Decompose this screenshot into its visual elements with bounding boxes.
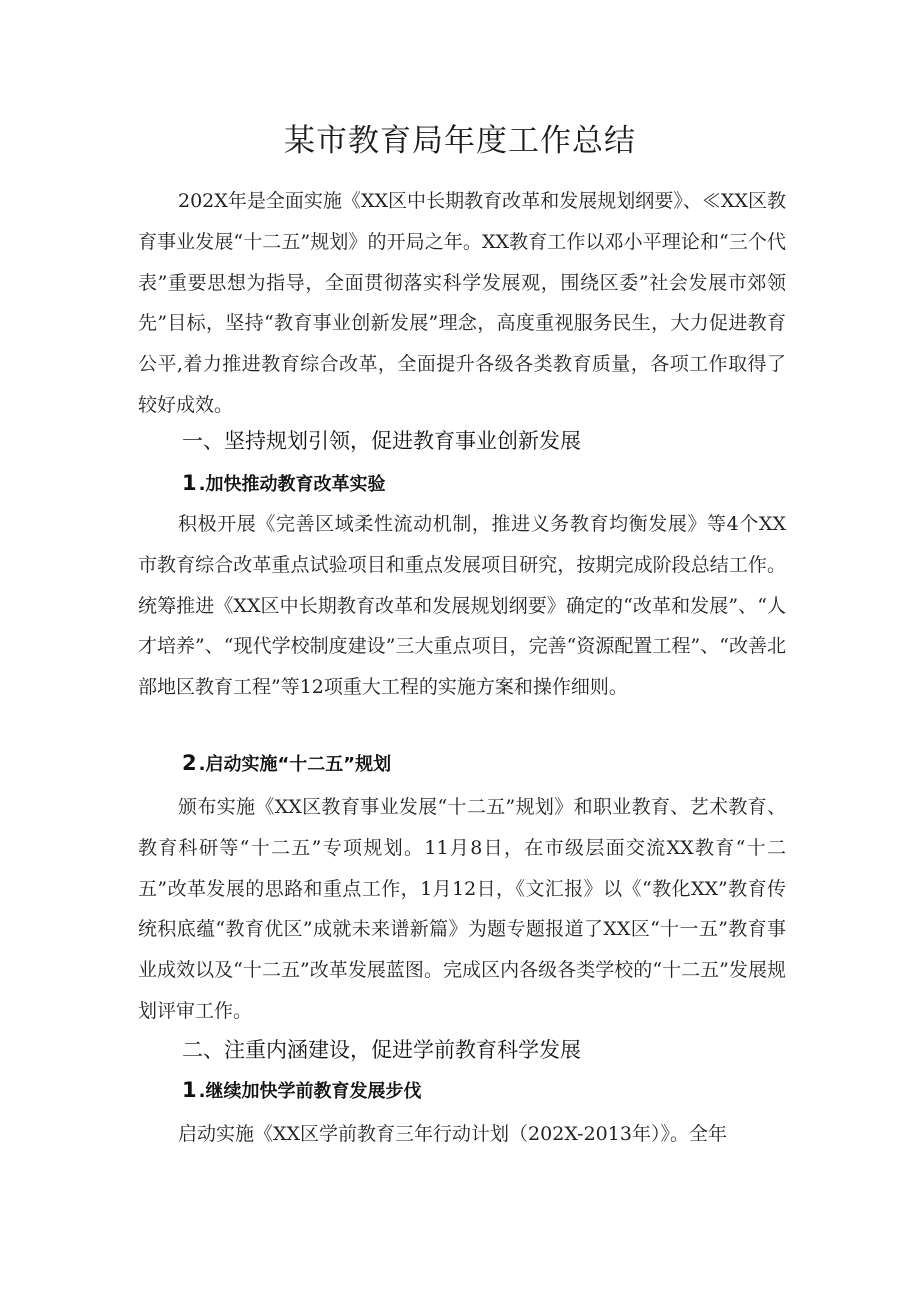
subsection-2-1-body: 启动实施《XX区学前教育三年行动计划（202X-2013年）》。全年: [178, 1123, 727, 1145]
subsection-1-2-heading: [182, 750, 391, 776]
subsection-1-2-body: 颁布实施《XX区教育事业发展“十二五”规划》和职业教育、艺术教育、教育科研等“十二五”专项规划。11月8日，在市级层面交流XX教育“十二五”改革发展的思路和重点工作，1月12日，《文汇报》以《“教化XX”教育传统积底蕴“教育优区”成就未来谱新篇》为题专题报道了XX区“十一五”教育事业成效以及“十二五”改革发展蓝图。完成区内各级各类学校的“十二五”发展规划评审工作。: [138, 796, 786, 1022]
subsection-2-1-heading: [182, 1077, 421, 1103]
subsection-title: .继续加快学前教育发展步伐: [198, 1081, 422, 1102]
subsection-number: 1: [182, 1078, 197, 1102]
subsection-number: 1: [182, 471, 197, 495]
intro-paragraph: 202X年是全面实施《XX区中长期教育改革和发展规划纲要》、≪XX区教育事业发展“十二五”规划》的开局之年。XX教育工作以邓小平理论和“三个代表”重要思想为指导，全面贯彻落实科学发展观，围绕区委”社会发展市郊领先”目标，坚持“教育事业创新发展”理念，高度重视服务民生，大力促进教育公平,着力推进教育综合改革，全面提升各级各类教育质量，各项工作取得了较好成效。: [138, 190, 786, 416]
document-title: 某市教育局年度工作总结: [284, 123, 636, 159]
subsection-number: 2: [182, 751, 197, 775]
section-2-heading: 二、注重内涵建设，促进学前教育科学发展: [182, 1038, 581, 1062]
subsection-1-1-heading: [182, 470, 385, 496]
section-1-heading: 一、坚持规划引领，促进教育事业创新发展: [182, 429, 581, 453]
subsection-title: .启动实施“十二五”规划: [198, 754, 392, 775]
subsection-1-1-body: 积极开展《完善区域柔性流动机制，推进义务教育均衡发展》等4个XX市教育综合改革重点试验项目和重点发展项目研究，按期完成阶段总结工作。统筹推进《XX区中长期教育改革和发展规划纲要》确定的“改革和发展”、“人才培养”、“现代学校制度建设”三大重点项目，完善“资源配置工程”、“改善北部地区教育工程”等12项重大工程的实施方案和操作细则。: [138, 513, 786, 699]
subsection-title: .加快推动教育改革实验: [198, 474, 386, 495]
